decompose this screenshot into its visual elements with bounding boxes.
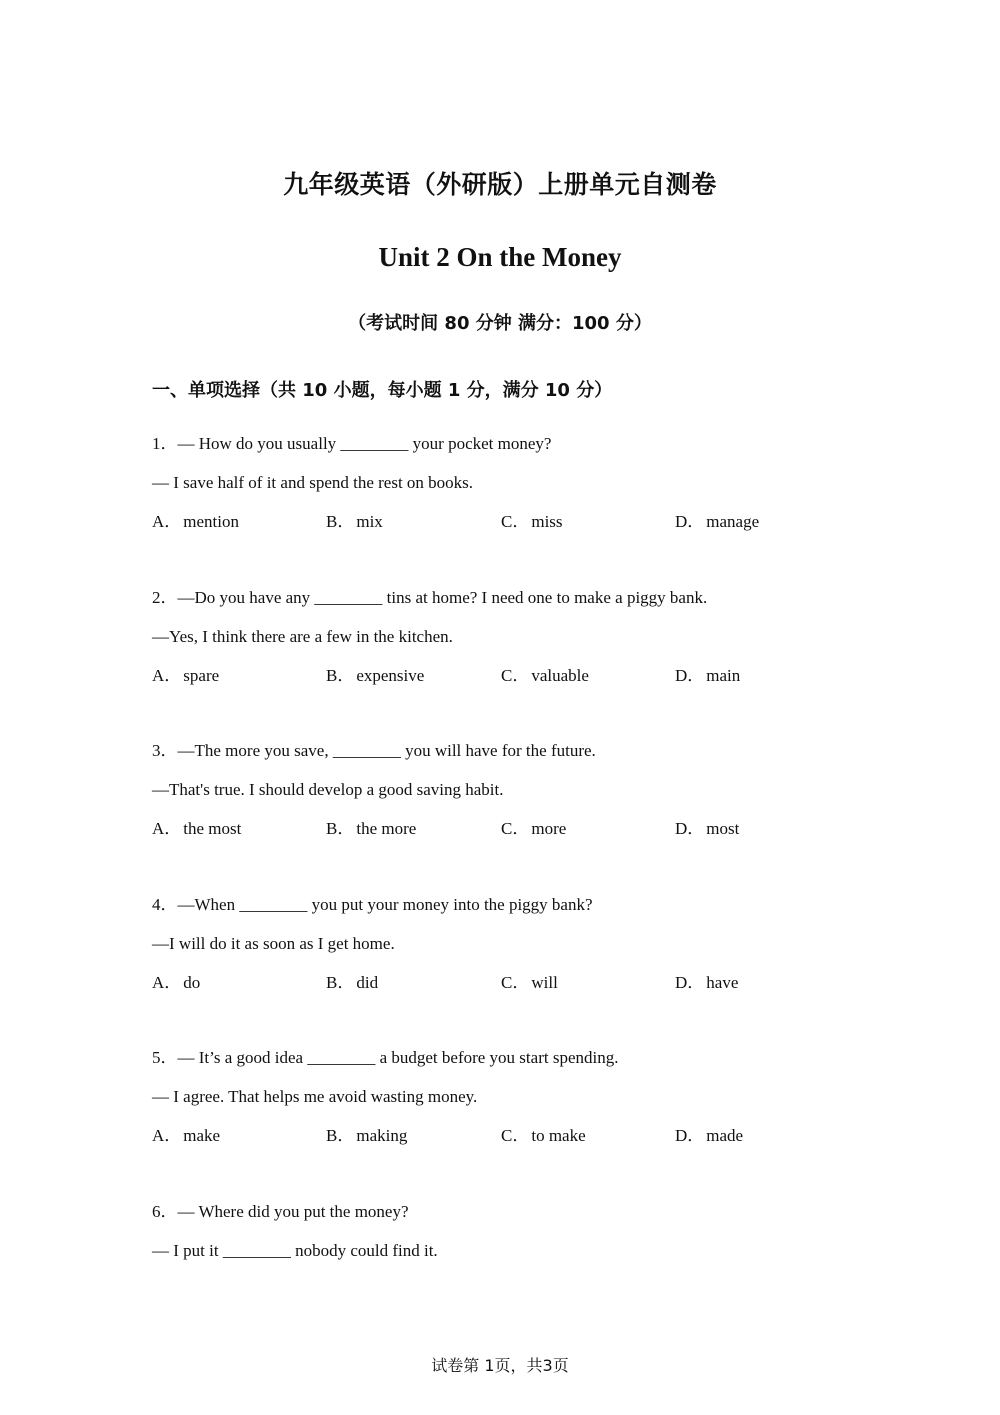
question-6 [152, 1199, 872, 1353]
unit-subtitle: Unit 2 On the Money [378, 242, 622, 272]
option-c: C． to make [501, 1126, 586, 1145]
question-2 [152, 585, 872, 739]
question-reply: —I will do it as soon as I get home. [152, 933, 395, 953]
option-a: A． do [152, 972, 201, 992]
question-reply: —Yes, I think there are a few in the kitchen. [152, 626, 453, 646]
question-reply: — I put it ________ nobody could find it. [152, 1240, 438, 1260]
exam-info: （考试时间 80 分钟 满分：100 分） [348, 313, 652, 334]
option-c: C． will [501, 972, 558, 992]
option-d: D． made [675, 1126, 744, 1145]
question-reply: —That's true. I should develop a good saving habit. [152, 780, 504, 799]
question-5 [152, 1045, 872, 1199]
option-c: C． valuable [501, 665, 589, 685]
question-reply: — I save half of it and spend the rest on books. [152, 473, 474, 492]
option-d: D． have [675, 972, 739, 992]
option-row [152, 816, 852, 842]
option-row [152, 663, 852, 689]
question-text: —When ________ you put your money into the piggy bank? [177, 894, 593, 914]
option-d: D． most [675, 819, 740, 838]
question-stem [152, 738, 596, 764]
question-4 [152, 892, 872, 1046]
question-text: —Do you have any ________ tins at home? I need one to make a piggy bank. [177, 587, 708, 607]
question-number: 5． [152, 1048, 178, 1067]
option-a: A． the most [152, 819, 242, 838]
question-list [152, 431, 872, 1352]
option-a: A． make [152, 1126, 221, 1145]
question-stem [152, 1199, 409, 1225]
option-b: B． mix [326, 512, 383, 531]
question-number: 1． [152, 434, 178, 453]
option-b: B． the more [326, 819, 417, 838]
page-title: 九年级英语（外研版）上册单元自测卷 [283, 170, 717, 199]
option-row [152, 509, 852, 535]
question-stem [152, 585, 707, 611]
option-a: A． spare [152, 665, 220, 685]
question-3 [152, 738, 872, 892]
question-1 [152, 431, 872, 585]
question-number: 2． [152, 587, 178, 607]
option-c: C． miss [501, 512, 563, 531]
option-b: B． did [326, 972, 379, 992]
question-reply: — I agree. That helps me avoid wasting money. [152, 1087, 478, 1106]
section-title: 一、单项选择（共 10 小题，每小题 1 分，满分 10 分） [152, 380, 613, 401]
option-row [152, 1123, 852, 1149]
question-text: — It’s a good idea ________ a budget before you start spending. [177, 1048, 619, 1067]
question-number: 4． [152, 894, 178, 914]
option-a: A． mention [152, 512, 239, 531]
option-b: B． making [326, 1126, 408, 1145]
question-stem [152, 1045, 618, 1071]
question-number: 3． [152, 741, 178, 760]
option-c: C． more [501, 819, 567, 838]
question-text: — How do you usually ________ your pocket money? [177, 434, 552, 453]
question-number: 6． [152, 1201, 178, 1221]
option-d: D． manage [675, 512, 760, 531]
question-stem [152, 431, 551, 457]
option-row [152, 970, 852, 996]
question-text: —The more you save, ________ you will have for the future. [177, 741, 596, 760]
option-d: D． main [675, 665, 741, 685]
page-footer: 试卷第 1页，共3页 [431, 1356, 569, 1375]
question-stem [152, 892, 593, 918]
option-b: B． expensive [326, 665, 425, 685]
question-text: — Where did you put the money? [177, 1201, 409, 1221]
